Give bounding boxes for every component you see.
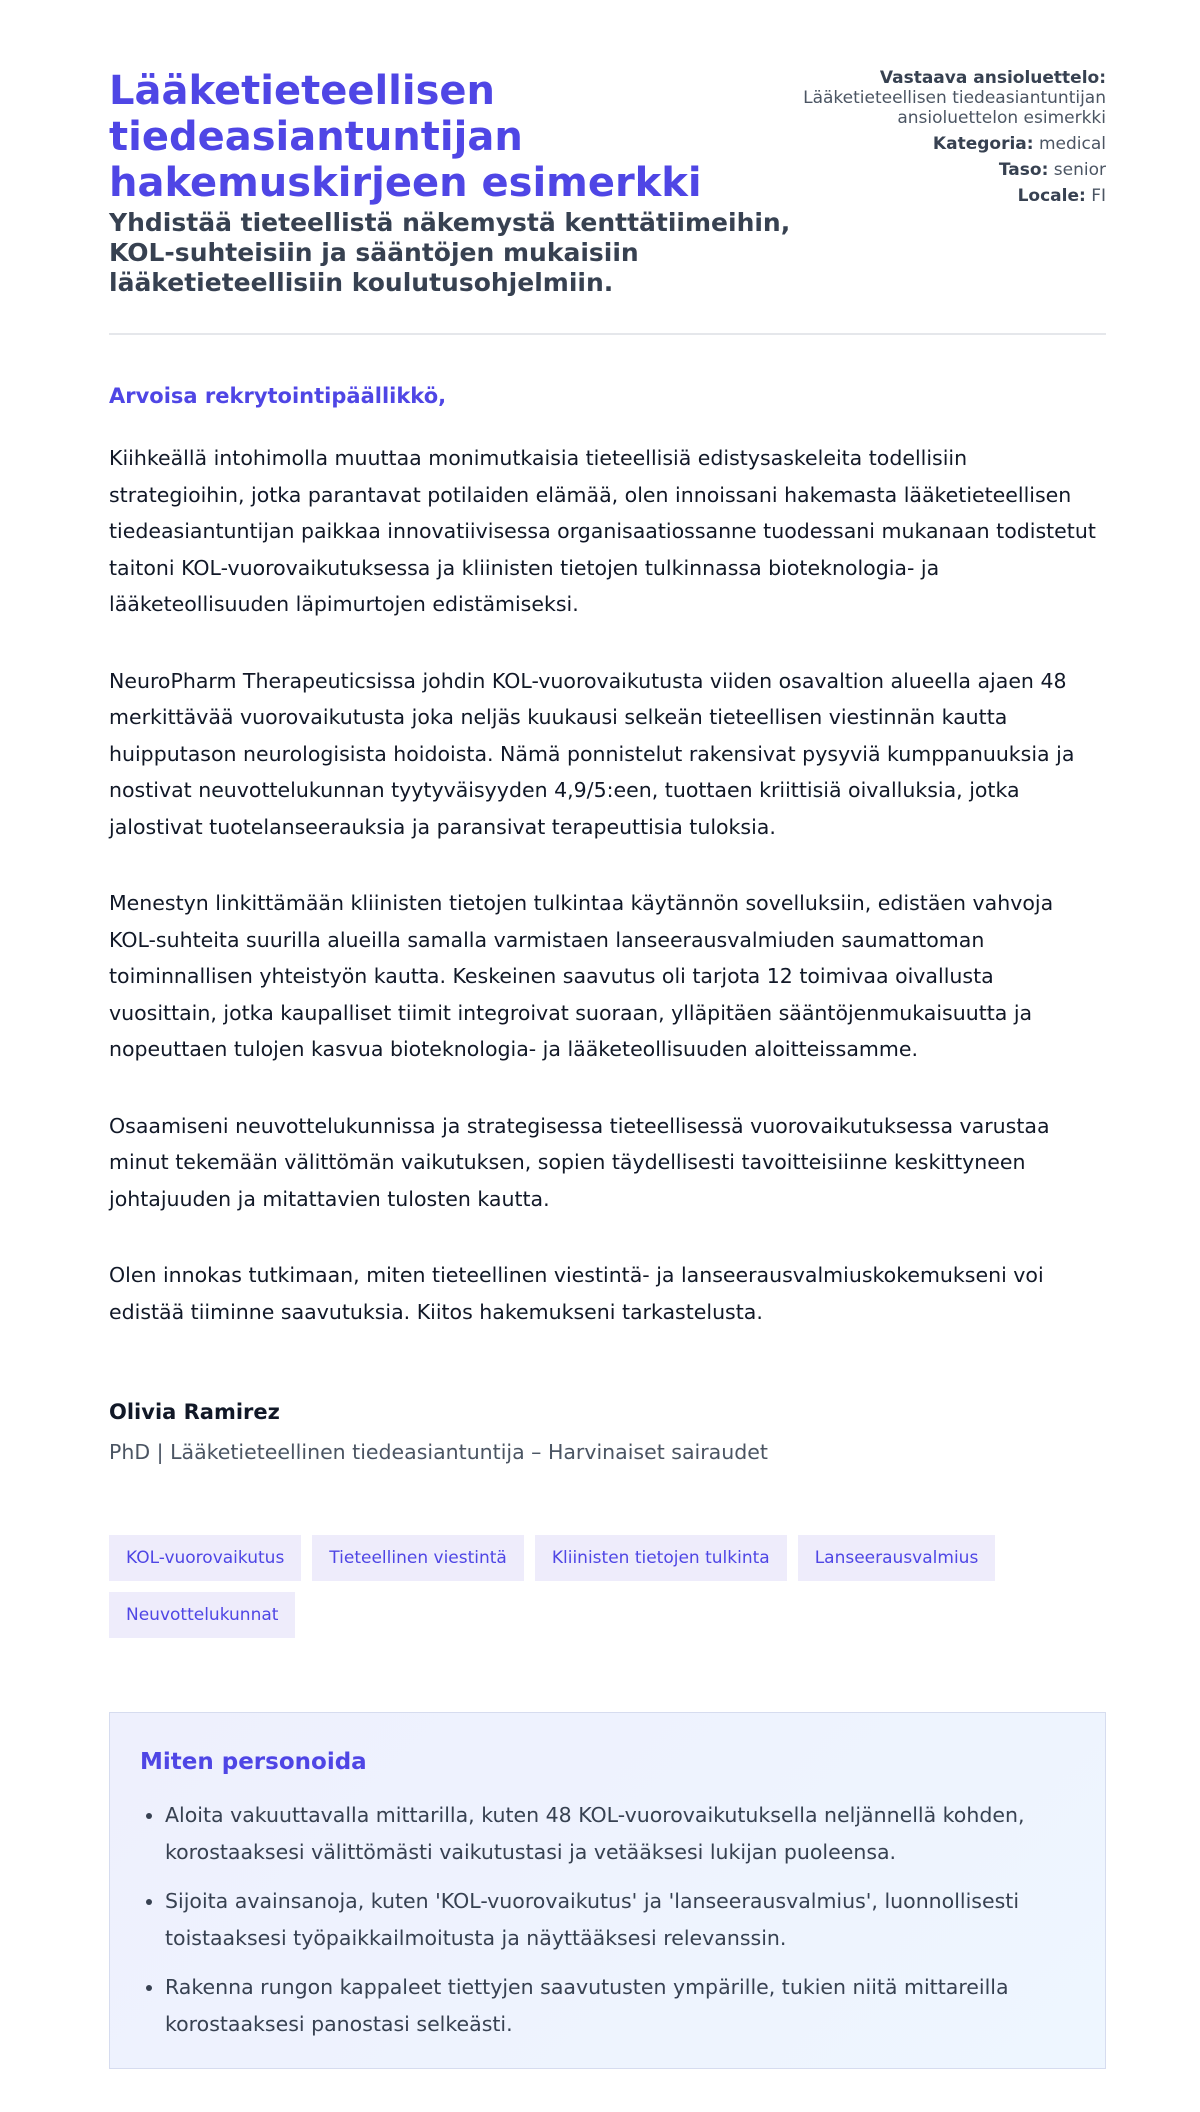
meta-level — [786, 160, 1106, 180]
meta-category-label: Kategoria: — [932, 134, 1034, 154]
meta-category-value: medical — [1038, 134, 1106, 154]
meta-category — [786, 134, 1106, 154]
paragraph: Menestyn linkittämään kliinisten tietojen tulkintaa käytännön sovelluksiin, edistäen vahvoja KOL-suhteita suurilla alueilla samalla varmistaen lanseerausvalmiuden saumattoman toiminnallisen yhteistyön kautta. Keskeinen saavutus oli tarjota 12 toimivaa oivallusta vuosittain, jotka kaupalliset tiimit integroivat suoraan, ylläpitäen sääntöjenmukaisuutta ja nopeuttaen tulojen kasvua bioteknologia- ja lääketeollisuuden aloitteissamme. — [109, 891, 1054, 1061]
meta-locale — [786, 186, 1106, 206]
personalization-tips — [109, 1712, 1106, 2069]
page-title: Lääketieteellisen tiedeasiantuntijan hakemuskirjeen esimerkki — [109, 68, 702, 206]
letter-body — [109, 440, 1106, 1370]
skill-tag: Lanseerausvalmius — [798, 1535, 996, 1581]
paragraph: Kiihkeällä intohimolla muuttaa monimutkaisia tieteellisiä edistysaskeleita todellisiin strategioihin, jotka parantavat potilaiden elämää, olen innoissani hakemasta lääketieteellisen tiedeasiantuntijan paikkaa innovatiivisessa organisaatiossanne tuodessani mukanaan todistetut taitoni KOL-vuorovaikutuksessa ja kliinisten tietojen tulkinnassa bioteknologia- ja lääketeollisuuden läpimurtojen edistämiseksi. — [109, 446, 1096, 616]
meta-level-label: Taso: — [998, 160, 1049, 180]
meta-locale-value: FI — [1091, 186, 1106, 206]
greeting: Arvoisa rekrytointipäällikkö, — [109, 384, 447, 408]
signature-role: PhD | Lääketieteellinen tiedeasiantuntija – Harvinaiset sairaudet — [109, 1440, 768, 1464]
meta-resume-label: Vastaava ansioluettelo: — [879, 68, 1106, 88]
signature-name: Olivia Ramirez — [109, 1400, 280, 1424]
meta-resume-link[interactable]: Lääketieteellisen tiedeasiantuntijan ansioluettelon esimerkki — [803, 88, 1106, 128]
header — [109, 0, 1106, 334]
skill-tag: Neuvottelukunnat — [109, 1592, 295, 1638]
skill-tag: Tieteellinen viestintä — [312, 1535, 524, 1581]
paragraph: Olen innokas tutkimaan, miten tieteellinen viestintä- ja lanseerausvalmiuskokemukseni voi edistää tiiminne saavutuksia. Kiitos hakemukseni tarkastelusta. — [109, 1263, 1044, 1324]
tips-list — [165, 1797, 1075, 2055]
tips-title: Miten personoida — [140, 1749, 367, 1775]
paragraph: NeuroPharm Therapeuticsissa johdin KOL-vuorovaikutusta viiden osavaltion alueella ajaen 48 merkittävää vuorovaikutusta joka neljäs kuukausi selkeän tieteellisen viestinnän kautta huipputason neurologisista hoidoista. Nämä ponnistelut rakensivat pysyviä kumppanuuksia ja nostivat neuvottelukunnan tyytyväisyyden 4,9/5:een, tuottaen kriittisiä oivalluksia, jotka jalostivat tuotelanseerauksia ja paransivat terapeuttisia tuloksia. — [109, 668, 1075, 839]
signature — [109, 1400, 768, 1464]
divider — [109, 333, 1106, 335]
cover-letter-page — [109, 0, 1106, 2036]
meta-resume — [786, 68, 1106, 128]
meta-panel — [786, 68, 1106, 212]
skill-tag: Kliinisten tietojen tulkinta — [535, 1535, 787, 1581]
tip-item: • Sijoita avainsanoja, kuten 'KOL-vuorovaikutus' ja 'lanseerausvalmius', luonnollisesti toistaaksesi työpaikkailmoitusta ja näyttääksesi relevanssin. — [165, 1883, 1075, 1957]
tip-item: • Aloita vakuuttavalla mittarilla, kuten 48 KOL-vuorovaikutuksella neljännellä kohden, korostaaksesi välittömästi vaikutustasi ja vetääksesi lukijan puoleensa. — [165, 1797, 1075, 1871]
paragraph: Osaamiseni neuvottelukunnissa ja strategisessa tieteellisessä vuorovaikutuksessa varustaa minut tekemään välittömän vaikutuksen, sopien täydellisesti tavoitteisiinne keskittyneen johtajuuden ja mitattavien tulosten kautta. — [109, 1113, 1050, 1211]
meta-locale-label: Locale: — [1017, 186, 1086, 206]
skill-tag: KOL-vuorovaikutus — [109, 1535, 301, 1581]
tip-item: • Rakenna rungon kappaleet tiettyjen saavutusten ympärille, tukien niitä mittareilla korostaaksesi panostasi selkeästi. — [165, 1969, 1075, 2043]
page-subtitle: Yhdistää tieteellistä näkemystä kenttätiimeihin, KOL-suhteisiin ja sääntöjen mukaisiin lääketieteellisiin koulutusohjelmiin. — [109, 208, 791, 297]
skill-tags — [109, 1535, 1106, 1638]
meta-level-value: senior — [1053, 160, 1106, 180]
